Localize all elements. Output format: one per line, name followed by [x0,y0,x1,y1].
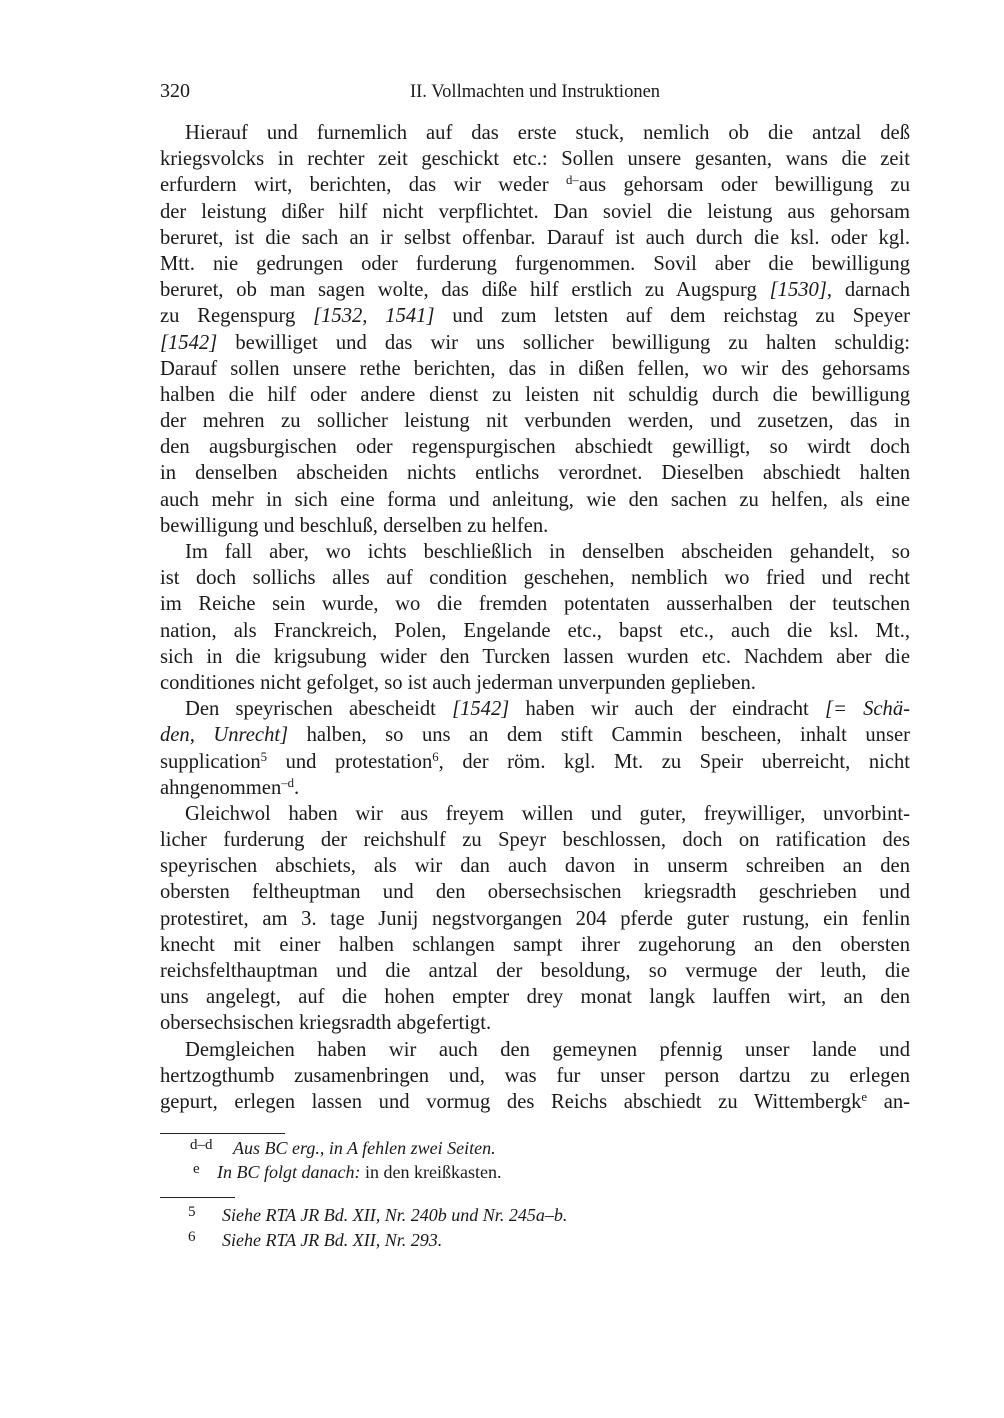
text-segment: halben die hilf oder andere dienst zu leisten nit schuldig durch die bewilligung [160,383,910,406]
editorial-insertion: [1542] [452,698,510,721]
editorial-insertion: [= Schä- [824,698,910,721]
text-segment: bewilliget und das wir uns sollicher bewilligung zu halten schuldig: [217,331,910,354]
text-line [160,199,910,225]
text-segment: Den speyrischen abescheidt [185,698,453,721]
text-line [160,356,910,382]
text-segment: und protestation [267,750,433,773]
text-line [160,722,910,748]
footnote-number: 5 [188,1204,196,1220]
text-line [160,225,910,251]
text-segment: sich in die krigsubung wider den Turcken lassen wurden etc. Nachdem aber die [160,645,910,668]
text-line [160,1089,910,1115]
text-segment: , der röm. kgl. Mt. zu Speir uberreicht, nicht [438,750,910,773]
text-line [160,958,910,984]
paragraph [160,1037,910,1116]
text-line [160,408,910,434]
text-segment: obersechsischen kriegsradth abgefertigt. [160,1012,492,1035]
text-segment: beruret, ist die sach an ir selbst offenbar. Darauf ist auch durch die ksl. oder kgl. [160,226,910,249]
text-segment: obersten feltheuptman und den obersechsischen kriegsradth geschrieben und [160,881,910,904]
note-reference: e [861,1089,868,1104]
text-line [160,382,910,408]
text-line [160,644,910,670]
text-line [160,696,910,722]
paragraph [160,696,910,801]
text-segment: halben, so uns an dem stift Cammin bescheen, inhalt unser [288,724,910,747]
text-line [160,487,910,513]
paragraph [160,801,910,1037]
text-line [160,618,910,644]
text-line [160,277,910,303]
text-line [160,827,910,853]
text-segment: reichsfelthauptman und die antzal der besoldung, so vermuge der leuth, die [160,960,910,982]
text-segment: an- [867,1090,911,1113]
editorial-insertion: den, Unrecht] [160,724,289,747]
text-line [160,434,910,460]
text-segment: den augsburgischen oder regenspurgischen abschiedt gewilligt, so wirdt doch [160,436,910,459]
text-line [160,565,910,591]
note-text: Aus BC erg., in A fehlen zwei Seiten. [233,1138,496,1158]
text-line [160,460,910,486]
text-segment: uns angelegt, auf die hohen empter drey monat langk lauffen wirt, an den [160,986,910,1009]
text-segment: ist doch sollichs alles auf condition geschehen, nemblich wo fried und recht [160,567,910,590]
note-text: in den kreißkasten. [360,1162,502,1182]
text-segment: kriegsvolcks in rechter zeit geschickt etc.: Sollen unsere gesanten, wans die zeit [160,148,910,171]
paragraph [160,539,910,696]
text-line [160,932,910,958]
text-segment: gepurt, erlegen lassen und vormug des Reichs abschiedt zu Wittembergk [160,1090,862,1113]
editorial-insertion: [1530] [769,279,827,302]
note-reference: 6 [432,749,439,764]
note-mark: e [193,1161,200,1177]
text-line [160,879,910,905]
text-line [160,591,910,617]
editorial-insertion: [1542] [160,331,218,354]
running-title: II. Vollmachten und Instruktionen [409,82,661,102]
text-segment: protestiret, am 3. tage Junij negstvorgangen 204 pferde guter rustung, ein fenlin [160,907,910,930]
text-segment: aus gehorsam oder bewilligung zu [578,174,910,197]
text-line [160,906,910,932]
text-segment: haben wir auch der eindracht [509,698,825,721]
text-segment: nation, als Franckreich, Polen, Engelande etc., bapst etc., auch die ksl. Mt., [160,619,910,642]
note-reference: –d [281,775,295,790]
text-segment: speyrischen abschiets, als wir dan auch davon in unserm schreiben an den [160,855,910,878]
text-segment: in denselben abscheiden nichts entlichs verordnet. Dieselben abschiedt halten [160,462,910,485]
note-text-italic: In BC folgt danach: [217,1162,361,1182]
text-line [160,1010,910,1036]
text-line [160,775,910,801]
text-segment: der leistung dißer hilf nicht verpflichtet. Dan soviel die leistung aus gehorsam [160,200,910,223]
footnote-text: Siehe RTA JR Bd. XII, Nr. 240b und Nr. 245a–b. [222,1205,568,1225]
text-segment: Hierauf und furnemlich auf das erste stuck, nemlich ob die antzal deß [185,122,910,144]
text-segment: und zum letsten auf dem reichstag zu Speyer [434,305,910,328]
text-segment: im Reiche sein wurde, wo die fremden potentaten ausserhalben der teutschen [160,593,910,616]
text-line [160,801,910,827]
text-line [160,1037,910,1063]
text-line [160,853,910,879]
text-line [160,330,910,356]
page-number: 320 [160,80,190,102]
text-segment: supplication [160,750,261,773]
footnote-number: 6 [188,1229,196,1245]
text-line [160,303,910,329]
footnotes-divider [160,1197,235,1198]
text-segment: conditiones nicht gefolget, so ist auch jederman unverpunden geplieben. [160,671,756,694]
text-segment: bewilligung und beschluß, derselben zu helfen. [160,514,549,537]
text-segment: Demgleichen haben wir auch den gemeynen pfennig unser lande und [185,1038,910,1061]
text-segment: knecht mit einer halben schlangen sampt ihrer zugehorung an den obersten [160,933,910,956]
text-segment: hertzogthumb zusamenbringen und, was fur unser person dartzu zu erlegen [160,1064,910,1087]
text-segment: licher furderung der reichshulf zu Speyr beschlossen, doch on ratification des [160,829,910,852]
text-segment: auch mehr in sich eine forma und anleitung, wie den sachen zu helfen, als eine [160,488,910,511]
paragraph [160,120,910,539]
text-segment: beruret, ob man sagen wolte, das diße hilf erstlich zu Augspurg [160,279,770,302]
text-line [160,120,910,146]
footnote-text: Siehe RTA JR Bd. XII, Nr. 293. [222,1230,443,1250]
note-mark: d–d [190,1137,213,1153]
text-line [160,146,910,172]
note-reference: d– [565,173,579,188]
editorial-insertion: [1532, 1541] [313,305,435,328]
text-segment: , darnach [826,279,911,302]
main-text [160,120,910,1115]
text-segment: ahngenommen [160,776,282,799]
text-line [160,1063,910,1089]
textual-notes-divider [160,1133,285,1134]
text-segment: zu Regenspurg [160,305,314,328]
note-reference: 5 [260,749,268,764]
text-segment: Gleichwol haben wir aus freyem willen und guter, freywilliger, unvorbint- [185,802,910,825]
text-line [160,251,910,277]
text-segment: Im fall aber, wo ichts beschließlich in denselben abscheiden gehandelt, so [185,541,910,563]
text-segment: . [294,776,300,799]
text-segment: Darauf sollen unsere rethe berichten, das in dißen fellen, wo wir des gehorsams [160,357,910,380]
text-segment: erfurdern wirt, berichten, das wir weder [160,174,566,197]
text-line [160,984,910,1010]
text-segment: Mtt. nie gedrungen oder furderung furgenommen. Sovil aber die bewilligung [160,252,910,275]
text-line [160,670,910,696]
text-line [160,172,910,198]
text-line [160,539,910,565]
text-segment: der mehren zu sollicher leistung nit verbunden werden, und zusetzen, das in [160,410,910,433]
text-line [160,749,910,775]
text-line [160,513,910,539]
